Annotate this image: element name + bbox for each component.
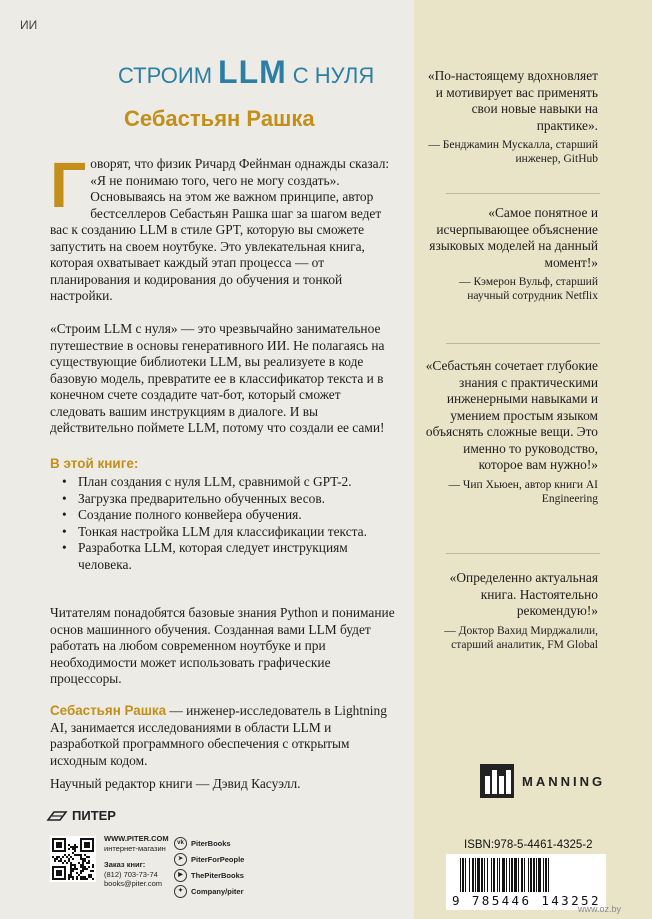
social-link: vk PiterBooks xyxy=(174,835,244,851)
manning-logo xyxy=(480,764,605,798)
list-item: • Разработка LLM, которая следует инструкциям человека. xyxy=(60,540,395,573)
youtube-icon: ▶ xyxy=(174,869,187,882)
quote-text: «По-настоящему вдохновляет и мотивирует вас применять свои новые навыки на практике». xyxy=(427,68,598,133)
quote-divider xyxy=(446,343,600,344)
quote-attribution: — Бенджамин Мускалла, старший инженер, GitHub xyxy=(428,139,598,165)
book-title xyxy=(118,54,374,91)
author-bio-text: — инженер-исследователь в Lightning AI, занимается исследованиями в области LLM и разработкой программного обеспечения с открытым исходным кодом. xyxy=(50,703,387,768)
quote-block xyxy=(418,570,598,652)
in-book-list xyxy=(60,474,395,573)
description-paragraph: «Строим LLM с нуля» — это чрезвычайно занимательное путешествие в основы генеративного ИИ. Не полагаясь на существующие библиотеки LLM, вы реализуете в коде базовую модель, превратите ее в классификатор текста и в конечном счете создадите чат-бот, который сможет следовать вашим инструкциям в диалоге. И вы действительно поймете LLM, потому что создали ее сами! xyxy=(50,321,385,435)
order-email: books@piter.com xyxy=(104,879,163,888)
dzen-icon: ✦ xyxy=(174,885,187,898)
manning-wordmark: MANNING xyxy=(522,773,606,789)
quote-divider xyxy=(446,553,600,554)
list-item: • Создание полного конвейера обучения. xyxy=(60,507,395,524)
requirements-paragraph: Читателям понадобятся базовые знания Python и понимание основ машинного обучения. Созданная вами LLM будет работать на любом современном ноутбуке и при необходимости может использовать графические процессоры. xyxy=(50,605,395,686)
quote-attribution: — Доктор Вахид Мирджалили, старший аналитик, FM Global xyxy=(444,624,598,651)
quote-text: «Себастьян сочетает глубокие знания с практическими инженерными навыками и умением простым языком объяснять сложные вещи. Это именно то руководство, которое вам нужно!» xyxy=(425,358,598,472)
intro-text: оворят, что физик Ричард Фейнман однажды сказал: «Я не понимаю того, чего не могу создать». Основываясь на этом же важном принципе, автор бестселлеров Себастьян Рашка шаг за шагом ведет вас к созданию LLM в стиле GPT, которую вы сможете запустить на своем ноутбуке. Это увлекательная книга, которая охватывает каждый этап процесса — от планирования и кодирования до обучения и тонкой настройки. xyxy=(50,156,390,303)
quote-block xyxy=(418,358,598,506)
genre-tag: ИИ xyxy=(20,18,38,32)
site-url: WWW.PITER.COM xyxy=(104,834,169,843)
watermark: www.oz.by xyxy=(578,904,622,914)
social-link: ✦ Company/piter xyxy=(174,883,244,899)
quote-attribution: — Чип Хьюен, автор книги AI Engineering xyxy=(448,478,598,505)
quote-block xyxy=(418,205,598,303)
piter-mark-icon xyxy=(46,810,68,822)
isbn: ISBN:978-5-4461-4325-2 xyxy=(464,839,593,851)
quote-text: «Самое понятное и исчерпывающее объяснение языковых моделей на данный момент!» xyxy=(429,205,598,270)
social-link: ➤ PiterForPeople xyxy=(174,851,244,867)
list-item: • План создания с нуля LLM, сравнимой с GPT-2. xyxy=(60,474,395,491)
title-suffix: С НУЛЯ xyxy=(292,63,375,88)
quote-text: «Определенно актуальная книга. Настоятельно рекомендую!» xyxy=(449,570,598,618)
qr-code-icon xyxy=(50,836,96,882)
quote-divider xyxy=(446,193,600,194)
quote-block xyxy=(418,68,598,166)
author-bio xyxy=(50,703,395,769)
barcode-number: 9 785446 143252 xyxy=(452,893,601,908)
order-phone: (812) 703-73-74 xyxy=(104,869,158,879)
in-book-heading: В этой книге: xyxy=(50,456,139,471)
author-bio-name: Себастьян Рашка xyxy=(50,703,167,718)
piter-wordmark: ПИТЕР xyxy=(72,808,116,823)
quote-attribution: — Кэмерон Вульф, старший научный сотрудник Netflix xyxy=(459,276,598,302)
intro-paragraph xyxy=(50,149,395,305)
contact-info xyxy=(104,834,170,889)
title-main: LLM xyxy=(218,54,287,90)
list-item: • Тонкая настройка LLM для классификации текста. xyxy=(60,524,395,541)
barcode-icon xyxy=(458,858,598,892)
editor-line: Научный редактор книги — Дэвид Касуэлл. xyxy=(50,776,301,791)
title-prefix: СТРОИМ xyxy=(118,63,213,88)
telegram-icon: ➤ xyxy=(174,853,187,866)
manning-mark-icon xyxy=(480,764,514,798)
social-link: ▶ ThePiterBooks xyxy=(174,867,244,883)
drop-cap: Г xyxy=(50,149,87,221)
piter-logo xyxy=(46,808,116,823)
social-links xyxy=(174,835,244,899)
order-label: Заказ книг: xyxy=(104,860,146,869)
site-subtitle: интернет-магазин xyxy=(104,843,166,853)
author-name: Себастьян Рашка xyxy=(124,106,315,131)
list-item: • Загрузка предварительно обученных весов. xyxy=(60,491,395,508)
vk-icon: vk xyxy=(174,837,187,850)
